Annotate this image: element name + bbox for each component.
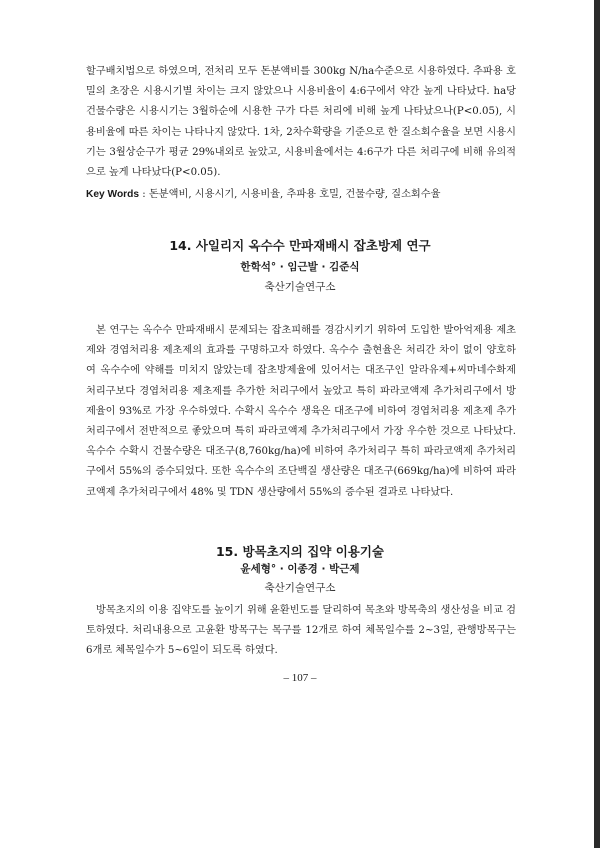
section-15-body: 방목초지의 이용 집약도를 높이기 위해 윤환빈도를 달리하여 목초와 방목축의 생산성을 비교 검토하였다. 처리내용으로 고윤환 방목구는 목구를 12개로 하여 체목일수를 2~3일, 관행방목구는 6개로 체목일수가 5~6일이 되도록 하였다. xyxy=(86,605,516,657)
page-number: – 107 – xyxy=(283,672,317,684)
section-14-authors: 한학석° · 임근발 · 김준식 xyxy=(240,261,360,273)
section-15-title: 15. 방목초지의 집약 이용기술 xyxy=(215,544,385,559)
section-15-authors: 윤세형° · 이종경 · 박근제 xyxy=(240,563,360,575)
section-14-affiliation: 축산기술연구소 xyxy=(264,281,336,293)
keywords-label: Key Words xyxy=(86,189,140,200)
top-paragraph: 할구배치법으로 하였으며, 전처리 모두 돈분액비를 300kg N/ha수준으로 시용하였다. 추파용 호밀의 초장은 시용시기별 차이는 크지 않았으나 시용비율이 4:6구에서 약간 높게 나타났다. ha당 건물수량은 시용시기는 3월하순에 시용한 구가 다른 처리에 비해 높게 나타났으나(P<0.05), 시용비율에 따른 차이는 나타나지 않았다. 1차, 2차수확량을 기준으로 한 질소회수율을 보면 시용시기는 3월상순구가 평균 29%내외로 높았고, 시용비율에서는 4:6구가 다른 처리구에 비해 유의적으로 높게 나타났다(P<0.05). xyxy=(86,66,516,179)
section-15-affiliation: 축산기술연구소 xyxy=(264,582,336,594)
keywords-text: 돈분액비, 시용시기, 시용비율, 추파용 호밀, 건물수량, 질소회수율 xyxy=(148,189,441,200)
section-14-title: 14. 사일리지 옥수수 만파재배시 잡초방제 연구 xyxy=(169,238,431,253)
scan-edge xyxy=(594,0,600,848)
keywords-separator: : xyxy=(139,189,149,200)
keywords-line xyxy=(86,186,526,204)
section-14-body: 본 연구는 옥수수 만파재배시 문제되는 잡초피해를 경감시키기 위하여 도입한 발아억제용 제초제와 경엽처리용 제초제의 효과를 구명하고자 하였다. 옥수수 출현율은 처리간 차이 없이 양호하여 옥수수에 약해를 미치지 않았는데 잡초방제율에 있어서는 대조구인 알라유제+씨마네수화제 처리구보다 경엽처리용 제초제를 추가한 처리구에서 높았고 특히 파라코액제 추가처리구에서 방제율이 93%로 가장 우수하였다. 수확시 옥수수 생육은 대조구에 비하여 경엽처리용 제초제 추가처리구에서 전반적으로 좋았으며 특히 파라코액제 추가처리구에서 가장 우수한 것으로 나타났다. 옥수수 수확시 건물수량은 대조구(8,760kg/ha)에 비하여 추가처리구 특히 파라코액제 추가처리구에서 55%의 증수되었다. 또한 옥수수의 조단백질 생산량은 대조구(669kg/ha)에 비하여 파라코액제 추가처리구에서 48% 및 TDN 생산량에서 55%의 증수된 결과로 나타났다. xyxy=(86,325,516,498)
